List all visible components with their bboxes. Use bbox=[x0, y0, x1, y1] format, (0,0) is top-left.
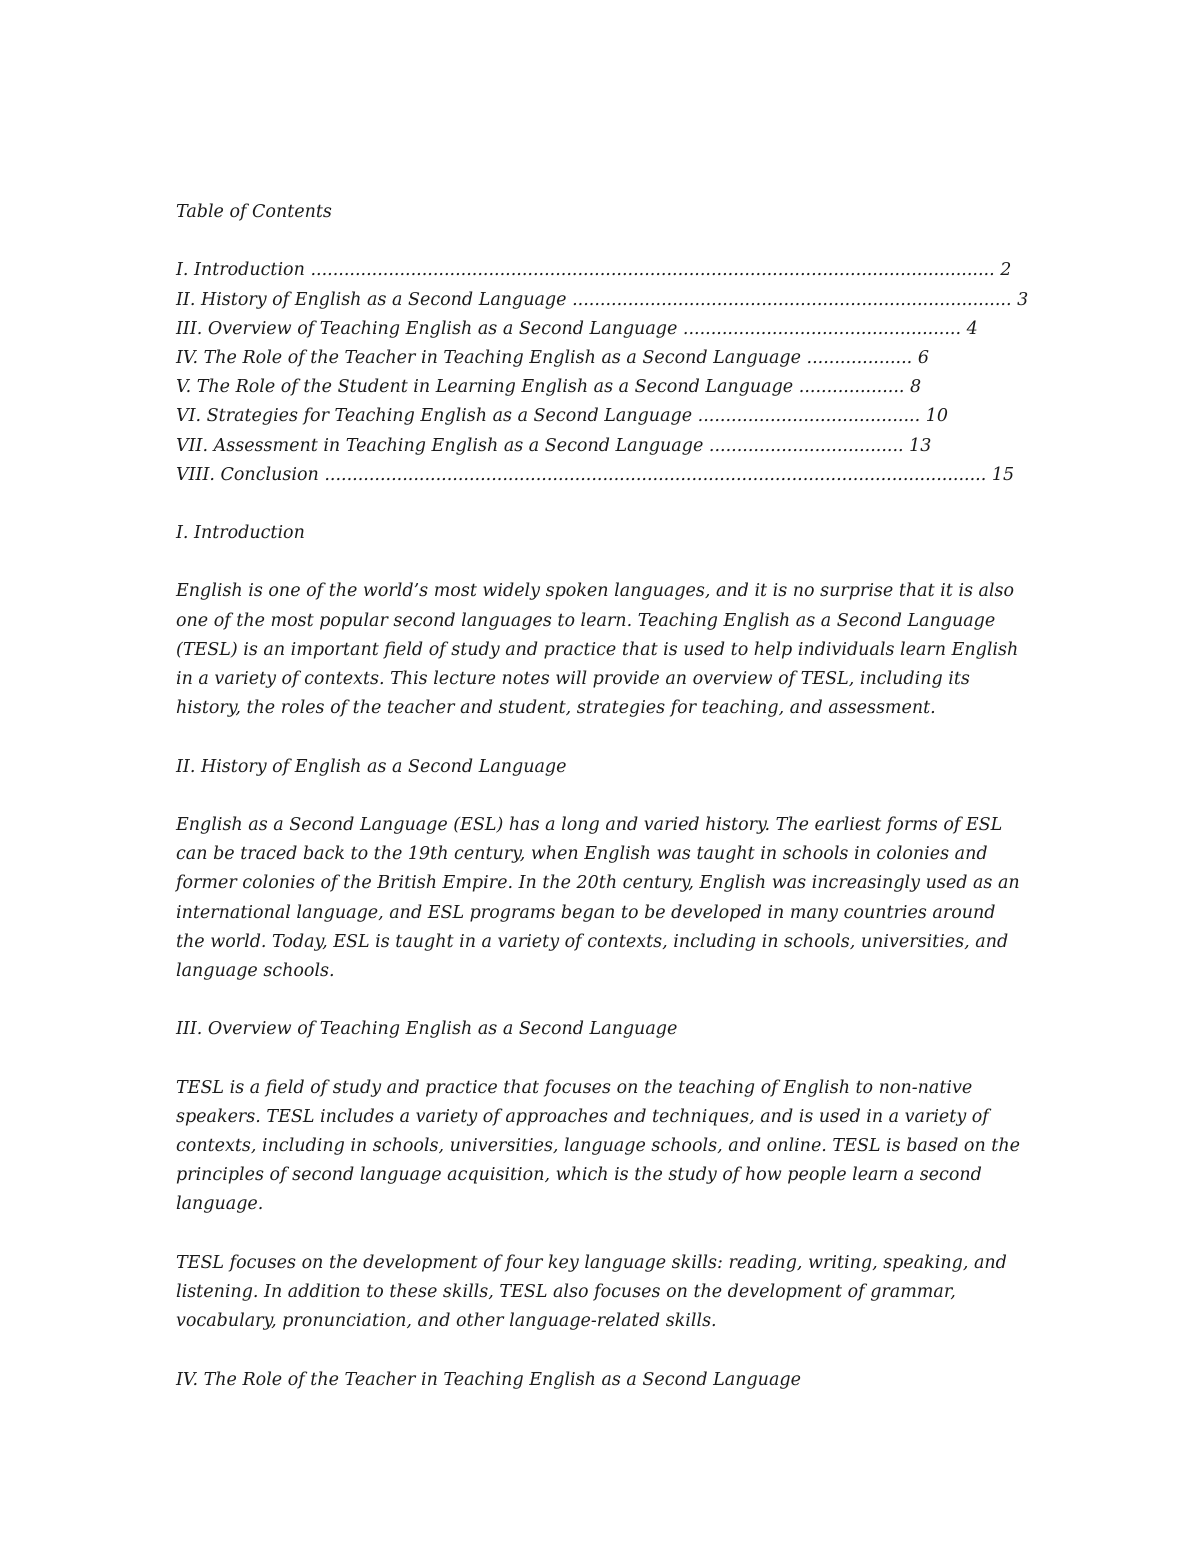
section-heading: I. Introduction bbox=[176, 523, 305, 544]
toc-entry-page: 10 bbox=[925, 406, 949, 427]
spacer bbox=[176, 490, 1036, 519]
spacer bbox=[176, 1044, 1036, 1073]
toc-entry-page: 6 bbox=[917, 347, 929, 368]
spacer bbox=[176, 1220, 1036, 1249]
toc-entry-label: VII. Assessment in Teaching English as a Second Language bbox=[176, 435, 704, 456]
toc-entry[interactable] bbox=[176, 344, 1036, 373]
paragraph-line: in a variety of contexts. This lecture notes will provide an overview of TESL, including its bbox=[176, 669, 970, 689]
spacer bbox=[176, 986, 1036, 1015]
paragraph bbox=[176, 811, 1036, 986]
paragraph-line: language schools. bbox=[176, 960, 335, 981]
paragraph-line: can be traced back to the 19th century, when English was taught in schools in colonies and bbox=[176, 844, 988, 865]
toc-leader-dots: ................................... bbox=[708, 435, 904, 456]
paragraph-line: principles of second language acquisition, which is the study of how people learn a second bbox=[176, 1165, 982, 1186]
toc-leader-dots: ................... bbox=[806, 347, 913, 368]
spacer bbox=[176, 548, 1036, 577]
toc-leader-dots: ............................................................................... bbox=[572, 289, 1012, 310]
toc-leader-dots: .................................................. bbox=[682, 318, 962, 339]
paragraph bbox=[176, 577, 1036, 723]
toc-entry[interactable] bbox=[176, 432, 1036, 461]
toc-entry-page: 2 bbox=[1000, 260, 1012, 281]
toc-entry[interactable] bbox=[176, 256, 1036, 285]
paragraph bbox=[176, 1074, 1036, 1220]
toc-leader-dots: ........................................ bbox=[697, 406, 921, 427]
toc-entry-label: VI. Strategies for Teaching English as a Second Language bbox=[176, 406, 693, 427]
toc-entry-label: V. The Role of the Student in Learning English as a Second Language bbox=[176, 377, 794, 398]
toc-entry[interactable] bbox=[176, 286, 1036, 315]
spacer bbox=[176, 782, 1036, 811]
toc-entry-page: 13 bbox=[909, 435, 932, 456]
paragraph-line: (TESL) is an important field of study and practice that is used to help individuals learn English bbox=[176, 639, 1019, 660]
paragraph-line: former colonies of the British Empire. In the 20th century, English was increasingly used as an bbox=[176, 873, 1020, 894]
paragraph-line: international language, and ESL programs began to be developed in many countries around bbox=[176, 902, 996, 923]
paragraph-line: listening. In addition to these skills, TESL also focuses on the development of grammar, bbox=[176, 1281, 956, 1302]
paragraph-line: contexts, including in schools, universities, language schools, and online. TESL is based on the bbox=[176, 1136, 1020, 1156]
toc-entry-label: I. Introduction bbox=[176, 260, 305, 281]
toc-entry-label: III. Overview of Teaching English as a Second Language bbox=[176, 318, 678, 339]
toc-leader-dots: ........................................................................................................................... bbox=[310, 260, 995, 281]
paragraph-line: English is one of the world’s most widely spoken languages, and it is no surprise that it is also bbox=[176, 581, 1015, 602]
toc-entry-page: 4 bbox=[966, 318, 978, 339]
toc-entry[interactable] bbox=[176, 315, 1036, 344]
section-heading: IV. The Role of the Teacher in Teaching English as a Second Language bbox=[176, 1369, 801, 1390]
spacer bbox=[176, 227, 1036, 256]
toc-entry[interactable] bbox=[176, 402, 1036, 431]
toc-entry-page: 15 bbox=[991, 464, 1015, 485]
paragraph-line: one of the most popular second languages to learn. Teaching English as a Second Language bbox=[176, 610, 996, 631]
paragraph-line: TESL is a field of study and practice that focuses on the teaching of English to non-native bbox=[176, 1077, 973, 1098]
paragraph-line: speakers. TESL includes a variety of approaches and techniques, and is used in a variety of bbox=[176, 1106, 989, 1127]
toc-entry-label: II. History of English as a Second Language bbox=[176, 289, 567, 310]
section-heading: II. History of English as a Second Language bbox=[176, 756, 567, 777]
toc-entry-page: 3 bbox=[1017, 289, 1029, 310]
document-page bbox=[176, 198, 1036, 1395]
paragraph bbox=[176, 1249, 1036, 1337]
toc-list bbox=[176, 256, 1036, 490]
toc-entry-label: VIII. Conclusion bbox=[176, 464, 319, 485]
spacer bbox=[176, 1336, 1036, 1365]
section-heading: III. Overview of Teaching English as a Second Language bbox=[176, 1019, 678, 1040]
toc-entry-label: IV. The Role of the Teacher in Teaching English as a Second Language bbox=[176, 347, 801, 368]
paragraph-line: history, the roles of the teacher and student, strategies for teaching, and assessment. bbox=[176, 698, 936, 719]
paragraph-line: the world. Today, ESL is taught in a variety of contexts, including in schools, universities, and bbox=[176, 931, 1009, 952]
paragraph-line: language. bbox=[176, 1194, 264, 1215]
spacer bbox=[176, 723, 1036, 752]
toc-heading: Table of Contents bbox=[176, 202, 332, 222]
paragraph-line: English as a Second Language (ESL) has a long and varied history. The earliest forms of ESL bbox=[176, 814, 1003, 835]
paragraph-line: vocabulary, pronunciation, and other language-related skills. bbox=[176, 1311, 717, 1332]
toc-leader-dots: ................... bbox=[798, 377, 905, 398]
toc-entry[interactable] bbox=[176, 373, 1036, 402]
toc-leader-dots: ....................................................................................................................... bbox=[324, 464, 987, 485]
paragraph-line: TESL focuses on the development of four key language skills: reading, writing, speaking, and bbox=[176, 1252, 1007, 1273]
toc-entry[interactable] bbox=[176, 461, 1036, 490]
toc-entry-page: 8 bbox=[910, 377, 922, 398]
